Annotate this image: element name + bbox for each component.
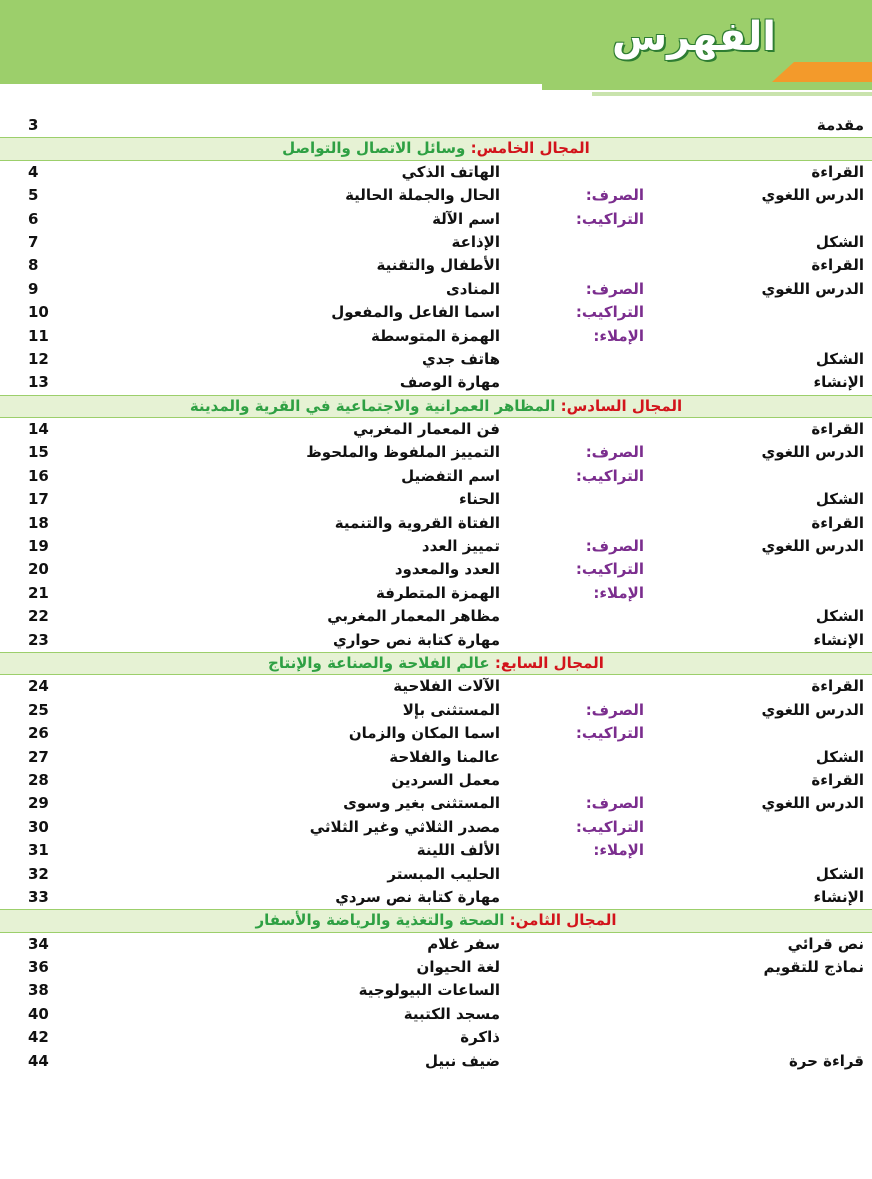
toc-row (0, 465, 872, 488)
toc-lesson-title: مظاهر المعمار المغربي (327, 607, 500, 626)
toc-row (0, 722, 872, 745)
toc-row (0, 839, 872, 862)
toc-row (0, 278, 872, 301)
toc-lesson-title: اسما الفاعل والمفعول (331, 303, 500, 322)
toc-page-number: 17 (28, 490, 49, 509)
toc-row (0, 699, 872, 722)
toc-category: الشكل (815, 607, 864, 626)
toc-lesson-title: الحليب المبستر (387, 864, 500, 883)
toc-page-number: 20 (28, 560, 49, 579)
toc-lesson-title: العدد والمعدود (394, 560, 500, 579)
toc-subcategory: الصرف: (585, 186, 644, 205)
toc-lesson-title: اسم الآلة (432, 209, 500, 228)
toc-page-number: 8 (28, 256, 39, 275)
toc-page-number: 24 (28, 677, 49, 696)
section-title: عالم الفلاحة والصناعة والإنتاج (268, 653, 490, 672)
toc-lesson-title: هاتف جدي (422, 349, 500, 368)
toc-lesson-title: الإذاعة (451, 232, 500, 251)
toc-page-number: 28 (28, 770, 49, 789)
toc-lesson-title: مهارة الوصف (399, 373, 500, 392)
toc-lesson-title: سفر غلام (427, 934, 500, 953)
toc-row (0, 629, 872, 652)
toc-lesson-title: مهارة كتابة نص سردي (335, 887, 500, 906)
toc-page-number: 18 (28, 513, 49, 532)
section-label: المجال السادس: (560, 396, 683, 415)
section-label: المجال الثامن: (509, 911, 617, 930)
toc-category: الشكل (815, 747, 864, 766)
toc-page-number: 40 (28, 1004, 49, 1023)
toc-row (0, 792, 872, 815)
toc-lesson-title: تمييز العدد (421, 537, 500, 556)
toc-lesson-title: الهاتف الذكي (401, 162, 500, 181)
toc-lesson-title: الحناء (458, 490, 500, 509)
toc-page-number: 5 (28, 186, 39, 205)
toc-subcategory: التراكيب: (575, 817, 644, 836)
toc-row (0, 816, 872, 839)
toc-page-number: 14 (28, 420, 49, 439)
toc-row (0, 886, 872, 909)
toc-page-number: 10 (28, 303, 49, 322)
toc-page-number: 33 (28, 887, 49, 906)
toc-page-number: 21 (28, 583, 49, 602)
toc-row (0, 675, 872, 698)
toc-page-number: 16 (28, 466, 49, 485)
toc-category: القراءة (811, 513, 864, 532)
toc-row (0, 325, 872, 348)
toc-lesson-title: الآلات الفلاحية (393, 677, 500, 696)
toc-lesson-title: الألف اللينة (416, 841, 500, 860)
toc-category: القراءة (811, 770, 864, 789)
toc-lesson-title: فن المعمار المغربي (353, 420, 500, 439)
toc-lesson-title: اسم التفضيل (401, 466, 500, 485)
toc-page-number: 44 (28, 1051, 49, 1070)
toc-category: قراءة حرة (788, 1051, 864, 1070)
toc-subcategory: التراكيب: (575, 303, 644, 322)
toc-category: الإنشاء (813, 373, 864, 392)
section-title: الصحة والتغذية والرياضة والأسفار (255, 911, 505, 930)
toc-category: الدرس اللغوي (761, 794, 864, 813)
toc-lesson-title: المنادى (445, 279, 500, 298)
toc-lesson-title: الهمزة المتوسطة (371, 326, 500, 345)
toc-page-number: 11 (28, 326, 49, 345)
toc-category: الإنشاء (813, 887, 864, 906)
toc-category: نماذج للتقويم (763, 958, 864, 977)
toc-category: القراءة (811, 162, 864, 181)
toc-row (0, 535, 872, 558)
toc-row (0, 441, 872, 464)
toc-row (0, 956, 872, 979)
toc-lesson-title: مصدر الثلاثي وغير الثلاثي (309, 817, 500, 836)
section-title: وسائل الاتصال والتواصل (282, 139, 466, 158)
toc-lesson-title: الهمزة المتطرفة (376, 583, 500, 602)
toc-category: مقدمة (816, 116, 864, 134)
toc-row (0, 348, 872, 371)
toc-category: نص قرائي (787, 934, 864, 953)
toc-subcategory: الصرف: (585, 443, 644, 462)
toc-category: الدرس اللغوي (761, 537, 864, 556)
toc-lesson-title: الأطفال والتقنية (376, 256, 500, 275)
toc-section-header (0, 909, 872, 932)
toc-page-number: 13 (28, 373, 49, 392)
section-heading (0, 139, 872, 157)
toc-page-number: 30 (28, 817, 49, 836)
toc-page-number: 4 (28, 162, 39, 181)
toc-page-number: 32 (28, 864, 49, 883)
toc-page-number: 6 (28, 209, 39, 228)
toc-category: القراءة (811, 256, 864, 275)
toc-category: الدرس اللغوي (761, 186, 864, 205)
toc-page-number: 27 (28, 747, 49, 766)
section-title: المظاهر العمرانية والاجتماعية في القرية والمدينة (189, 396, 556, 415)
toc-row (0, 488, 872, 511)
toc-lesson-title: الحال والجملة الحالية (345, 186, 500, 205)
toc-section-header (0, 652, 872, 675)
toc-page-number: 3 (28, 116, 39, 134)
toc-category: الإنشاء (813, 630, 864, 649)
toc-lesson-title: مهارة كتابة نص حواري (332, 630, 500, 649)
toc-row (0, 558, 872, 581)
toc-subcategory: التراكيب: (575, 209, 644, 228)
toc-page-number: 26 (28, 724, 49, 743)
toc-row (0, 1050, 872, 1073)
toc-page-number: 34 (28, 934, 49, 953)
toc-page-number: 9 (28, 279, 39, 298)
header-stripe (542, 84, 872, 90)
toc-category: الدرس اللغوي (761, 443, 864, 462)
toc-page-number: 12 (28, 349, 49, 368)
toc-category: الشكل (815, 232, 864, 251)
section-label: المجال السابع: (494, 653, 604, 672)
toc-category: القراءة (811, 677, 864, 696)
toc-section-header (0, 395, 872, 418)
toc-category: الشكل (815, 349, 864, 368)
toc-lesson-title: عالمنا والفلاحة (389, 747, 500, 766)
toc-row (0, 1003, 872, 1026)
toc-row (0, 184, 872, 207)
toc-lesson-title: الفتاة القروية والتنمية (334, 513, 500, 532)
toc-section-header (0, 137, 872, 160)
toc-lesson-title: مسجد الكتبية (403, 1004, 500, 1023)
toc-row (0, 371, 872, 394)
toc-category: الشكل (815, 864, 864, 883)
section-heading (0, 397, 872, 415)
toc-lesson-title: التمييز الملفوظ والملحوظ (306, 443, 500, 462)
toc-row (0, 605, 872, 628)
toc-subcategory: الصرف: (585, 279, 644, 298)
toc-category: الدرس اللغوي (761, 279, 864, 298)
toc-row (0, 114, 872, 137)
toc-row (0, 582, 872, 605)
section-label: المجال الخامس: (470, 139, 590, 158)
toc-page-number: 15 (28, 443, 49, 462)
table-of-contents (0, 114, 872, 1073)
toc-page-number: 38 (28, 981, 49, 1000)
section-heading (0, 654, 872, 672)
toc-subcategory: الإملاء: (593, 583, 644, 602)
toc-page-number: 25 (28, 700, 49, 719)
toc-page-number: 31 (28, 841, 49, 860)
toc-lesson-title: الساعات البيولوجية (358, 981, 500, 1000)
toc-subcategory: التراكيب: (575, 466, 644, 485)
toc-row (0, 863, 872, 886)
toc-lesson-title: ضيف نبيل (425, 1051, 500, 1070)
toc-row (0, 254, 872, 277)
toc-category: الدرس اللغوي (761, 700, 864, 719)
toc-lesson-title: المستثنى بإلا (402, 700, 500, 719)
toc-row (0, 161, 872, 184)
toc-subcategory: الصرف: (585, 794, 644, 813)
toc-page-number: 7 (28, 232, 39, 251)
toc-row (0, 769, 872, 792)
header-stripe-light (592, 92, 872, 96)
toc-category: القراءة (811, 420, 864, 439)
toc-row (0, 512, 872, 535)
toc-page-number: 22 (28, 607, 49, 626)
toc-row (0, 1026, 872, 1049)
toc-row (0, 418, 872, 441)
toc-lesson-title: معمل السردين (391, 770, 500, 789)
toc-row (0, 231, 872, 254)
toc-row (0, 746, 872, 769)
page-title: الفهرس (611, 14, 776, 60)
toc-page-number: 23 (28, 630, 49, 649)
toc-lesson-title: المستثنى بغير وسوى (343, 794, 500, 813)
toc-page-number: 36 (28, 958, 49, 977)
toc-row (0, 301, 872, 324)
toc-subcategory: الصرف: (585, 700, 644, 719)
toc-subcategory: التراكيب: (575, 724, 644, 743)
toc-subcategory: الصرف: (585, 537, 644, 556)
toc-row (0, 208, 872, 231)
toc-subcategory: التراكيب: (575, 560, 644, 579)
toc-lesson-title: اسما المكان والزمان (348, 724, 500, 743)
toc-page-number: 29 (28, 794, 49, 813)
toc-lesson-title: ذاكرة (460, 1028, 500, 1047)
section-heading (0, 911, 872, 929)
toc-lesson-title: لغة الحيوان (416, 958, 500, 977)
toc-row (0, 979, 872, 1002)
toc-page-number: 19 (28, 537, 49, 556)
toc-subcategory: الإملاء: (593, 841, 644, 860)
toc-row (0, 933, 872, 956)
toc-page-number: 42 (28, 1028, 49, 1047)
toc-category: الشكل (815, 490, 864, 509)
toc-subcategory: الإملاء: (593, 326, 644, 345)
